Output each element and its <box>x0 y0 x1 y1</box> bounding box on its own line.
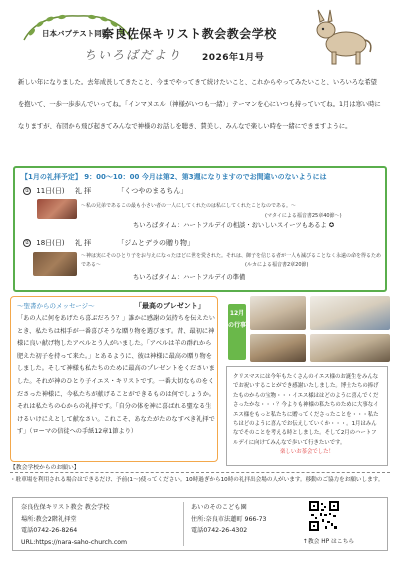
item-activity: ちいろばタイム：ハートフルデイの準備 <box>133 274 246 281</box>
item-label: 礼 拝 <box>74 239 92 247</box>
christmas-photo-4 <box>310 334 390 362</box>
message-heading: ～聖書からのメッセージ～ <box>17 302 95 310</box>
schedule-item-2 <box>23 238 194 248</box>
christmas-photo-2 <box>310 296 390 330</box>
item-activity: ちいろばタイム：ハートフルデイの相談・おいしいスイーツもあるよ ✪ <box>133 222 335 229</box>
shoes-photo <box>37 199 77 219</box>
event-tag: 12月の行事 <box>228 304 246 360</box>
footer <box>12 497 388 551</box>
christmas-report-text: クリスマスには今年もたくさんのイエス様のお誕生をみんなでお祝いすることができ感謝いたしました。博士たちの捧げたものからの宝物・・・イエス様ははどのように喜んでくださったかな・・・？今よりも神様の私たちのために大事なイエス様をもっと私たちに贈ってくださったことを・・・私たちはどのように喜んでお伝えしていくか・・・。1月はみんなでそのことを考える時としました。そして2月のハートフルデイに向けてみんなで歩いて行きたいです。 <box>233 374 379 446</box>
item-note: ～神は実にそのひとり子をお与えになったほどに世を愛された。それは、御子を信じる者が一人も滅びることなく永遠の命を得るためである～ <box>81 253 382 268</box>
schedule-box <box>13 166 387 292</box>
item-title: 「ジムとデラの贈り物」 <box>117 239 195 247</box>
message-body: 「あの人に何をあげたら喜ぶだろう？」誰かに感謝の気持ちを伝えたいとき、私たちは相手が一番喜びそうな贈り物を選びます。昔、最初に神様に良い献げ物したアベルとう人がいました。「アベルは羊の群れから肥えた初子を持って来た。」とあるように、彼は神様に最高の贈り物をしました。そして神様も私たちのために最高のプレゼントをくださいました。それが神のひとり子イエス・キリストです。一番大切なものをくださった神様に、今私たちが献げることができるものは何でしょうか。それは私たちの心からの礼拝です。「自分の体を神に喜ばれる聖なる生けるいけにえとして献なさい。これこそ、あなたがたのなすべき礼拝です」（ローマの信徒への手紙12章1節より） <box>17 315 215 436</box>
item-date: 11日(日) <box>36 187 65 195</box>
christmas-report-footer: 楽しいお茶会でした！ <box>280 449 334 456</box>
bible-message-box <box>10 296 218 462</box>
footer-url[interactable]: URL:https://nara-saho-church.com <box>21 538 128 546</box>
schedule-item-1 <box>23 186 187 196</box>
item-title: 「くつやのまるちん」 <box>117 187 188 195</box>
qr-code-icon[interactable] <box>309 501 339 531</box>
footer-church-name: 奈良佐保キリスト教会 教会学校 <box>21 504 110 511</box>
footer-nursery-name: あいのそのこども園 <box>191 504 247 511</box>
footer-divider <box>183 502 184 546</box>
church-title: 奈良佐保キリスト教会教会学校 <box>102 27 277 41</box>
notice-heading: 【教会学校からのお願い】 <box>10 465 80 471</box>
christmas-report-box <box>226 366 388 466</box>
newsletter-name: ちいろばだより <box>84 48 183 62</box>
footer-nursery-address: 住所:奈良市法蓮町 966-73 <box>191 515 267 523</box>
item-ref: (マタイによる福音書25章40節～) <box>265 213 342 219</box>
item-ref: (ルカによる福音書2章20節) <box>245 262 309 268</box>
footer-nursery-phone: 電話0742-26-4302 <box>191 527 248 535</box>
footer-church-info <box>21 502 127 548</box>
item-date: 18日(日) <box>36 239 65 247</box>
item-number: ② <box>24 240 30 246</box>
header <box>18 8 382 68</box>
footer-nursery-info <box>191 502 266 537</box>
issue-date: 2026年1月号 <box>202 53 265 63</box>
gift-photo <box>33 252 77 276</box>
message-title: 「最高のプレゼント」 <box>135 302 205 310</box>
star-icon: ✪ <box>328 222 335 229</box>
footer-address: 場所:教会2階礼拝堂 <box>21 515 77 523</box>
item-note: ～私の兄弟であるこの最も小さい者の一人にしてくれたのは私にしてくれたことなのである。～ <box>81 203 297 209</box>
footer-phone: 電話0742-26-8264 <box>21 527 78 535</box>
notice-text: ・駐車場を利用される場合はできるだけ、予前(1～)使ってください。10時過ぎから10時の礼拝出会場の人がいます。移動のご協力をお願いします。 <box>10 472 390 483</box>
donkey-icon <box>310 8 376 66</box>
schedule-header: 【1月の礼拝予定】 9：00～10：00 今月は第2、第3週になりますのでお間違いのないようには <box>21 173 327 181</box>
header-subtitle: 日本バプテスト同盟 <box>42 29 110 38</box>
item-number: ① <box>24 188 30 194</box>
item-label: 礼 拝 <box>74 187 92 195</box>
hp-label: ↑教会 HP はこちら <box>303 539 355 545</box>
intro-paragraph: 新しい年になりました。去年成長してきたこと、今までやってきて続けたいこと、これからやってみたいこと、いろいろな希望を抱いて、一歩一歩歩んでいってね。「インマヌエル（神様がいつも一緒）」テーマンを心にいつも持っていてね。1月は寒い時になりますが、布団から飛び起きてみんなで神様のお話しを聴き、賛美し、みんなで楽しい時を一緒にできますように。 <box>18 79 381 130</box>
christmas-photo-1 <box>250 296 306 330</box>
christmas-photo-3 <box>250 334 306 362</box>
